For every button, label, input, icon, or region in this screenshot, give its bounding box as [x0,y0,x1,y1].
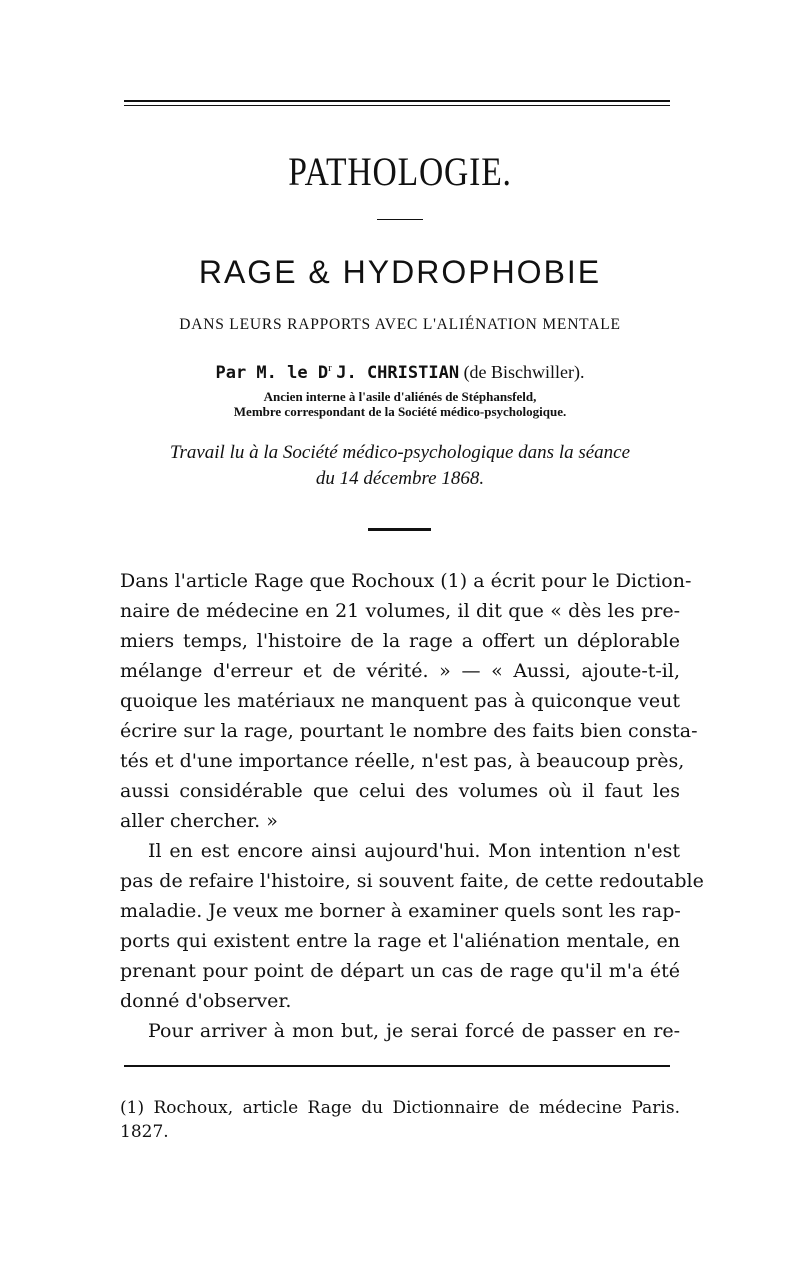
body-line: prenant pour point de départ un cas de rage qu'il m'a été [120,960,680,982]
body-line: ports qui existent entre la rage et l'aliénation mentale, en [120,930,680,952]
body-line: aussi considérable que celui des volumes où il faut les [120,780,680,802]
body-line: Pour arriver à mon but, je serai forcé de passer en re- [148,1020,680,1042]
body-line: pas de refaire l'histoire, si souvent faite, de cette redoutable [120,870,704,892]
body-line: Il en est encore ainsi aujourd'hui. Mon intention n'est [148,840,680,862]
presentation-line-1: Travail lu à la Société médico-psychologique dans la séance [169,442,631,463]
author-name: J. CHRISTIAN [336,363,460,383]
presentation-line-2: du 14 décembre 1868. [315,468,485,489]
footnote-rule [124,1065,670,1067]
author-prefix: Par M. le D [215,363,329,383]
article-title: RAGE & HYDROPHOBIE [198,254,602,290]
footnote-line-1: (1) Rochoux, article Rage du Dictionnaire de médecine Paris. [120,1098,680,1118]
article-subtitle: DANS LEURS RAPPORTS AVEC L'ALIÉNATION MENTALE [179,316,621,333]
section-title: PATHOLOGIE. [288,149,512,194]
body-line: donné d'observer. [120,990,292,1012]
body-line: écrire sur la rage, pourtant le nombre des faits bien consta- [120,720,698,742]
author-location: (de Bischwiller). [463,362,585,382]
footnote-line-2: 1827. [120,1122,169,1142]
title-separator [377,219,423,220]
top-rule-thin [124,105,670,106]
body-line: quoique les matériaux ne manquent pas à quiconque veut [120,690,680,712]
top-rule-thick [124,100,670,102]
body-line: Dans l'article Rage que Rochoux (1) a écrit pour le Diction- [120,570,692,592]
author-title-sup: r [328,362,332,374]
section-separator [368,528,431,531]
body-line: miers temps, l'histoire de la rage a offert un déplorable [120,630,680,652]
body-line: tés et d'une importance réelle, n'est pas, à beaucoup près, [120,750,685,772]
author-credential-2: Membre correspondant de la Société médico-psychologique. [233,404,567,419]
author-line [0,362,800,383]
body-line: aller chercher. » [120,810,278,832]
body-line: naire de médecine en 21 volumes, il dit que « dès les pre- [120,600,680,622]
body-line: maladie. Je veux me borner à examiner quels sont les rap- [120,900,681,922]
author-credential-1: Ancien interne à l'asile d'aliénés de Stéphansfeld, [263,389,537,404]
body-line: mélange d'erreur et de vérité. » — « Aussi, ajoute-t-il, [120,660,680,682]
